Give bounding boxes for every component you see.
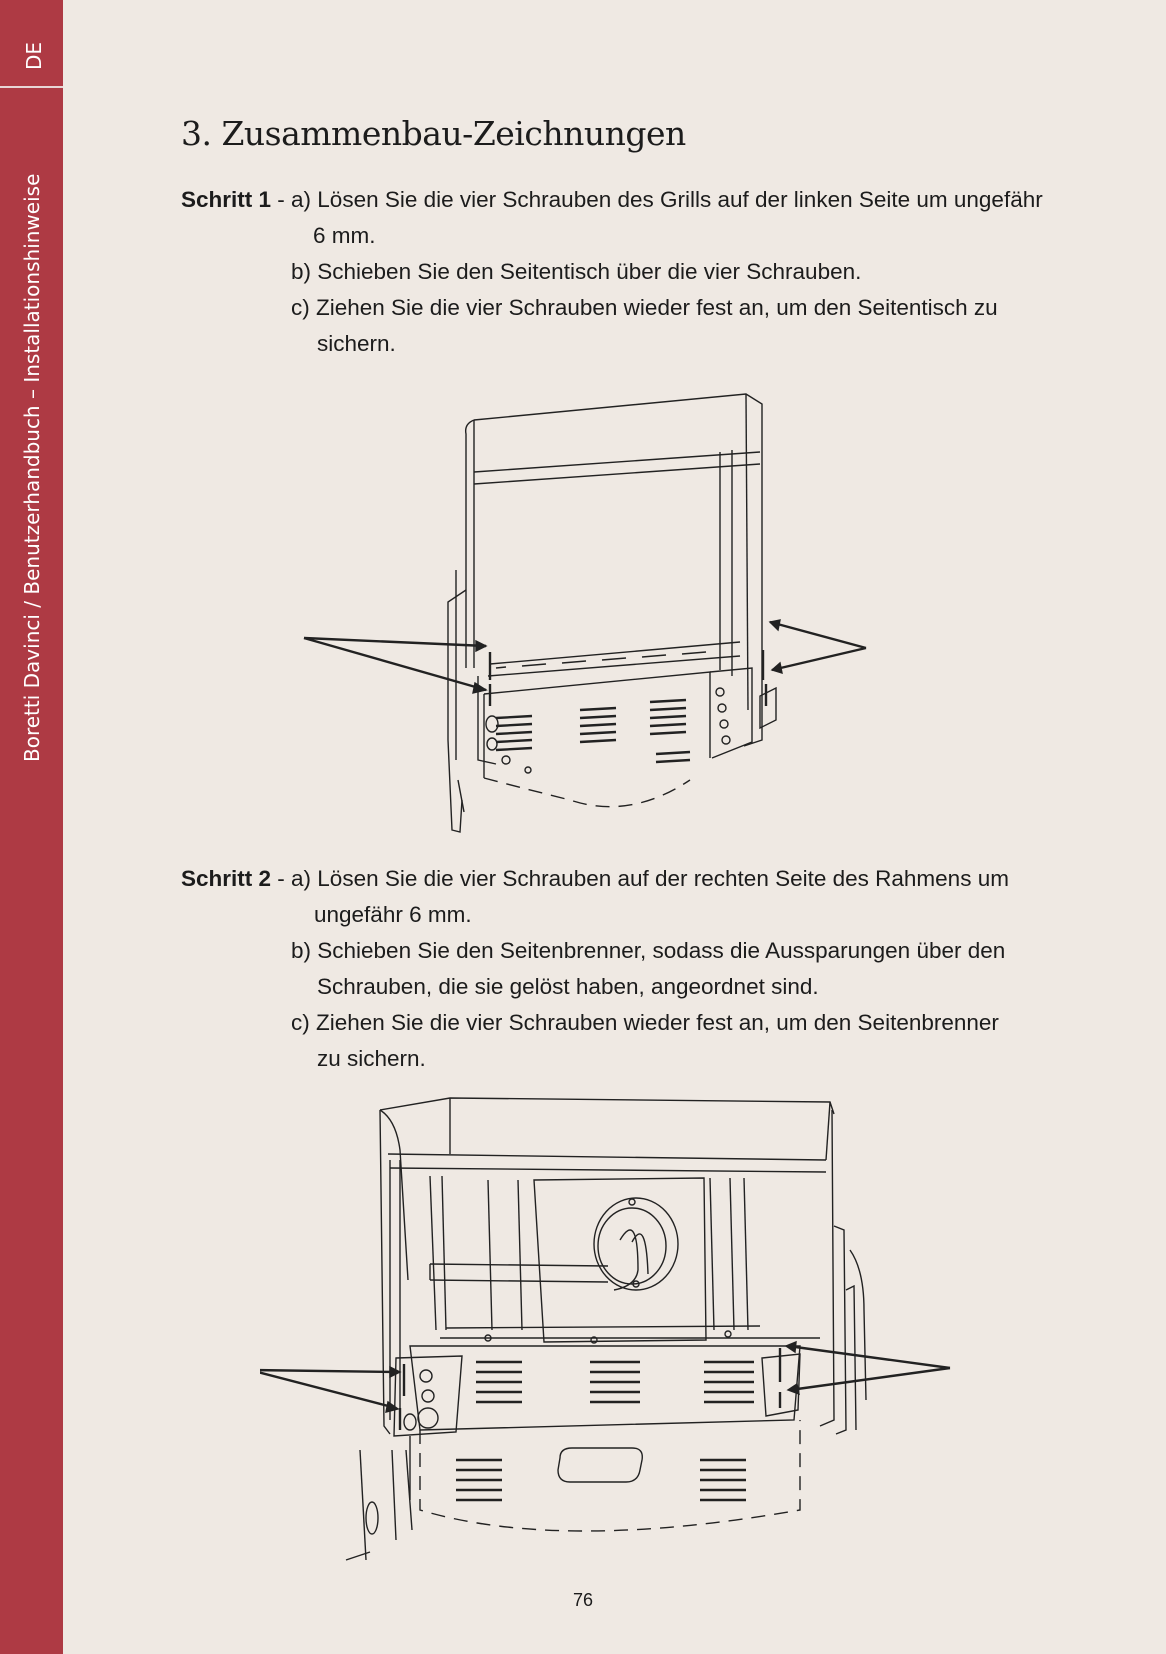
language-label: DE	[22, 41, 46, 70]
step-1-a-prefix: - a)	[271, 187, 318, 212]
step-2-c-text-cont: zu sichern.	[317, 1046, 426, 1071]
assembly-figure-2	[260, 1090, 960, 1570]
step-2-a-text-cont: ungefähr 6 mm.	[314, 902, 472, 927]
page-number: 76	[572, 1590, 594, 1610]
assembly-figure-1	[300, 380, 920, 840]
step-1-a-text: Lösen Sie die vier Schrauben des Grills auf der linken Seite um ungefähr	[317, 187, 1043, 212]
step-1-label: Schritt 1	[181, 187, 272, 212]
language-tab	[0, 0, 63, 88]
step-2-b-text: b) Schieben Sie den Seitenbrenner, sodass die Aussparungen über den	[291, 938, 1006, 963]
step-1-c-text: c) Ziehen Sie die vier Schrauben wieder fest an, um den Seitentisch zu	[291, 295, 998, 320]
step-2-c-text: c) Ziehen Sie die vier Schrauben wieder fest an, um den Seitenbrenner	[291, 1010, 999, 1035]
step-1-c-text-cont: sichern.	[317, 331, 396, 356]
section-heading: 3. Zusammenbau-Zeichnungen	[181, 114, 686, 153]
sidebar	[0, 0, 63, 1654]
step-2-a-prefix: - a)	[271, 866, 318, 891]
step-2-a-text: Lösen Sie die vier Schrauben auf der rechten Seite des Rahmens um	[317, 866, 1009, 891]
step-1-b-text: b) Schieben Sie den Seitentisch über die vier Schrauben.	[291, 259, 862, 284]
step-2-b-text-cont: Schrauben, die sie gelöst haben, angeordnet sind.	[317, 974, 819, 999]
step-1-a-text-cont: 6 mm.	[313, 223, 376, 248]
sidebar-document-title: Boretti Davinci / Benutzerhandbuch – Installationshinweise	[20, 173, 44, 762]
step-2-label: Schritt 2	[181, 866, 272, 891]
